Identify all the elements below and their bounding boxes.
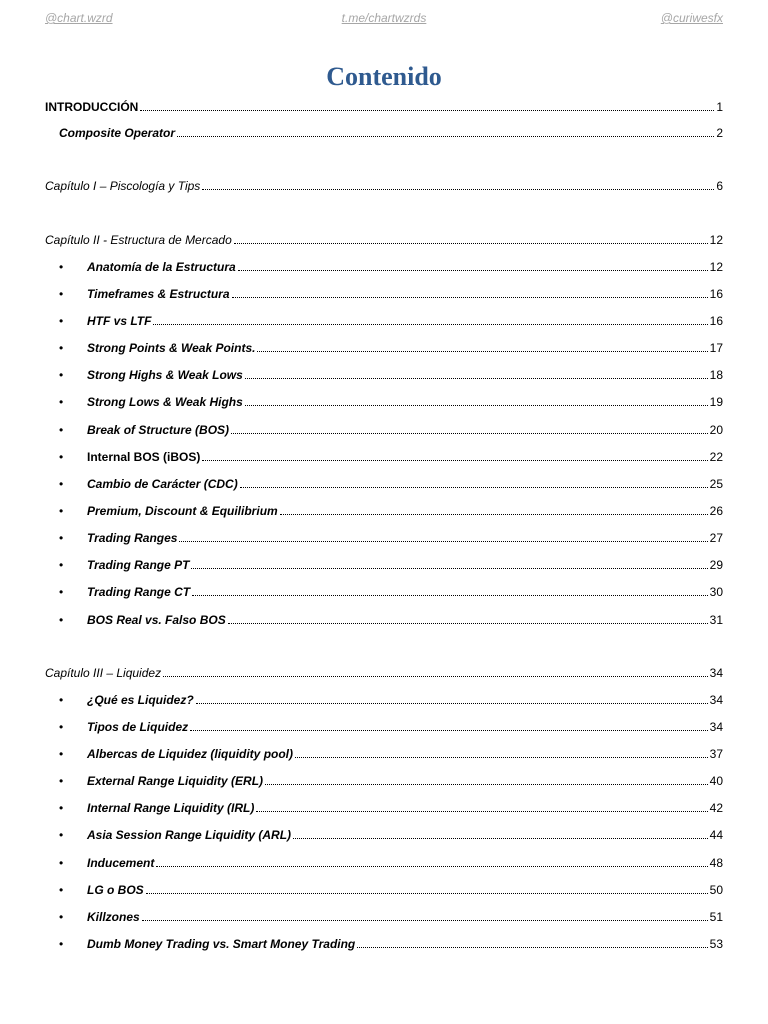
toc-entry-tipos-liquidez[interactable] [59,716,723,734]
dot-leader [192,595,708,596]
dot-leader [295,757,708,758]
dot-leader [293,838,708,839]
toc-page-number: 1 [716,100,723,114]
dot-leader [232,297,708,298]
bullet-icon: • [59,450,64,464]
toc-entry-anatomia[interactable] [59,256,723,274]
bullet-icon: • [59,341,64,355]
dot-leader [357,947,707,948]
toc-page-number: 30 [709,585,723,599]
bullet-icon: • [59,558,64,572]
header-link-curiwesfx[interactable]: @curiwesfx [660,11,723,25]
page-title: Contenido [326,62,442,91]
dot-leader [163,676,708,677]
toc-page-number: 20 [709,423,723,437]
dot-leader [202,189,714,190]
dot-leader [140,110,714,111]
toc-entry-label: INTRODUCCIÓN [45,100,139,114]
toc-entry-label: Capítulo II - Estructura de Mercado [45,233,232,247]
dot-leader [265,784,708,785]
toc-entry-label: Albercas de Liquidez (liquidity pool) [87,747,294,761]
toc-entry-ibos[interactable] [59,446,723,464]
bullet-icon: • [59,531,64,545]
toc-entry-label: Inducement [87,856,155,870]
bullet-icon: • [59,747,64,761]
bullet-icon: • [59,883,64,897]
toc-entry-strong-highs[interactable] [59,364,723,382]
toc-page-number: 2 [716,126,723,140]
toc-entry-strong-weak-points[interactable] [59,337,723,355]
toc-entry-capitulo-3[interactable] [45,662,723,680]
toc-entry-bos[interactable] [59,419,723,437]
toc-page-number: 40 [709,774,723,788]
toc-page-number: 51 [709,910,723,924]
dot-leader [228,623,708,624]
header-link-chartwzrd[interactable]: @chart.wzrd [45,11,113,25]
toc-entry-label: Strong Highs & Weak Lows [87,368,243,382]
bullet-icon: • [59,260,64,274]
toc-entry-lg-o-bos[interactable] [59,879,723,897]
toc-page-number: 34 [709,720,723,734]
toc-page-number: 44 [709,828,723,842]
toc-entry-label: Capítulo III – Liquidez [45,666,162,680]
toc-entry-label: Tipos de Liquidez [87,720,189,734]
toc-entry-label: Trading Range CT [87,585,191,599]
toc-entry-capitulo-2[interactable] [45,229,723,247]
bullet-icon: • [59,314,64,328]
toc-entry-label: ¿Qué es Liquidez? [87,693,194,707]
header-link-telegram[interactable]: t.me/chartwzrds [341,11,427,25]
bullet-icon: • [59,720,64,734]
toc-entry-erl[interactable] [59,770,723,788]
toc-page-number: 53 [709,937,723,951]
toc-entry-inducement[interactable] [59,852,723,870]
toc-entry-introduccion[interactable] [45,96,723,114]
bullet-icon: • [59,395,64,409]
dot-leader [153,324,707,325]
toc-page-number: 37 [709,747,723,761]
dot-leader [146,893,708,894]
toc-page-number: 48 [709,856,723,870]
toc-entry-premium-discount[interactable] [59,500,723,518]
bullet-icon: • [59,828,64,842]
toc-entry-trading-ranges[interactable] [59,527,723,545]
toc-entry-label: Dumb Money Trading vs. Smart Money Trading [87,937,356,951]
toc-page-number: 26 [709,504,723,518]
toc-page-number: 34 [709,666,723,680]
bullet-icon: • [59,477,64,491]
toc-entry-que-es-liquidez[interactable] [59,689,723,707]
page-header [45,11,723,29]
toc-entry-label: Strong Lows & Weak Highs [87,395,243,409]
toc-entry-label: Capítulo I – Piscología y Tips [45,179,201,193]
toc-page-number: 31 [709,613,723,627]
dot-leader [202,460,707,461]
dot-leader [280,514,708,515]
toc-entry-composite-operator[interactable] [59,122,723,140]
toc-entry-label: Internal Range Liquidity (IRL) [87,801,255,815]
toc-entry-htf-vs-ltf[interactable] [59,310,723,328]
bullet-icon: • [59,693,64,707]
bullet-icon: • [59,287,64,301]
dot-leader [240,487,708,488]
toc-entry-label: Premium, Discount & Equilibrium [87,504,278,518]
toc-entry-label: Strong Points & Weak Points. [87,341,256,355]
toc-page-number: 25 [709,477,723,491]
dot-leader [245,405,708,406]
toc-page-number: 17 [709,341,723,355]
toc-entry-label: Internal BOS (iBOS) [87,450,201,464]
bullet-icon: • [59,801,64,815]
bullet-icon: • [59,774,64,788]
dot-leader [142,920,708,921]
toc-page-number: 18 [709,368,723,382]
bullet-icon: • [59,910,64,924]
toc-page-number: 16 [709,314,723,328]
toc-entry-label: LG o BOS [87,883,144,897]
toc-entry-strong-lows[interactable] [59,391,723,409]
bullet-icon: • [59,613,64,627]
toc-entry-label: Break of Structure (BOS) [87,423,230,437]
bullet-icon: • [59,368,64,382]
dot-leader [190,730,708,731]
bullet-icon: • [59,585,64,599]
dot-leader [238,270,708,271]
toc-entry-label: Composite Operator [59,126,176,140]
dot-leader [196,703,708,704]
dot-leader [177,136,714,137]
bullet-icon: • [59,937,64,951]
toc-page-number: 16 [709,287,723,301]
toc-entry-label: External Range Liquidity (ERL) [87,774,264,788]
toc-entry-cdc[interactable] [59,473,723,491]
toc-page-number: 27 [709,531,723,545]
toc-entry-label: HTF vs LTF [87,314,152,328]
toc-entry-killzones[interactable] [59,906,723,924]
toc-entry-label: Timeframes & Estructura [87,287,230,301]
toc-entry-trading-range-pt[interactable] [59,554,723,572]
dot-leader [191,568,707,569]
toc-page-number: 29 [709,558,723,572]
toc-entry-label: Killzones [87,910,140,924]
toc-entry-label: Trading Range PT [87,558,190,572]
toc-entry-trading-range-ct[interactable] [59,581,723,599]
toc-page-number: 42 [709,801,723,815]
toc-entry-albercas[interactable] [59,743,723,761]
toc-entry-label: Cambio de Carácter (CDC) [87,477,238,491]
dot-leader [179,541,707,542]
dot-leader [234,243,708,244]
dot-leader [256,811,707,812]
toc-entry-label: Trading Ranges [87,531,178,545]
toc-entry-arl[interactable] [59,824,723,842]
toc-entry-capitulo-1[interactable] [45,175,723,193]
toc-page-number: 6 [716,179,723,193]
dot-leader [231,433,708,434]
toc-entry-label: Asia Session Range Liquidity (ARL) [87,828,292,842]
dot-leader [245,378,708,379]
bullet-icon: • [59,856,64,870]
toc-entry-label: BOS Real vs. Falso BOS [87,613,226,627]
bullet-icon: • [59,504,64,518]
toc-entry-dumb-smart-money[interactable] [59,933,723,951]
toc-entry-timeframes[interactable] [59,283,723,301]
toc-entry-label: Anatomía de la Estructura [87,260,236,274]
toc-page-number: 12 [709,260,723,274]
toc-entry-irl[interactable] [59,797,723,815]
toc-page-number: 19 [709,395,723,409]
dot-leader [257,351,707,352]
toc-entry-bos-real-falso[interactable] [59,609,723,627]
toc-page-number: 34 [709,693,723,707]
toc-page-number: 22 [709,450,723,464]
toc-page-number: 50 [709,883,723,897]
bullet-icon: • [59,423,64,437]
dot-leader [156,866,707,867]
toc-page-number: 12 [709,233,723,247]
